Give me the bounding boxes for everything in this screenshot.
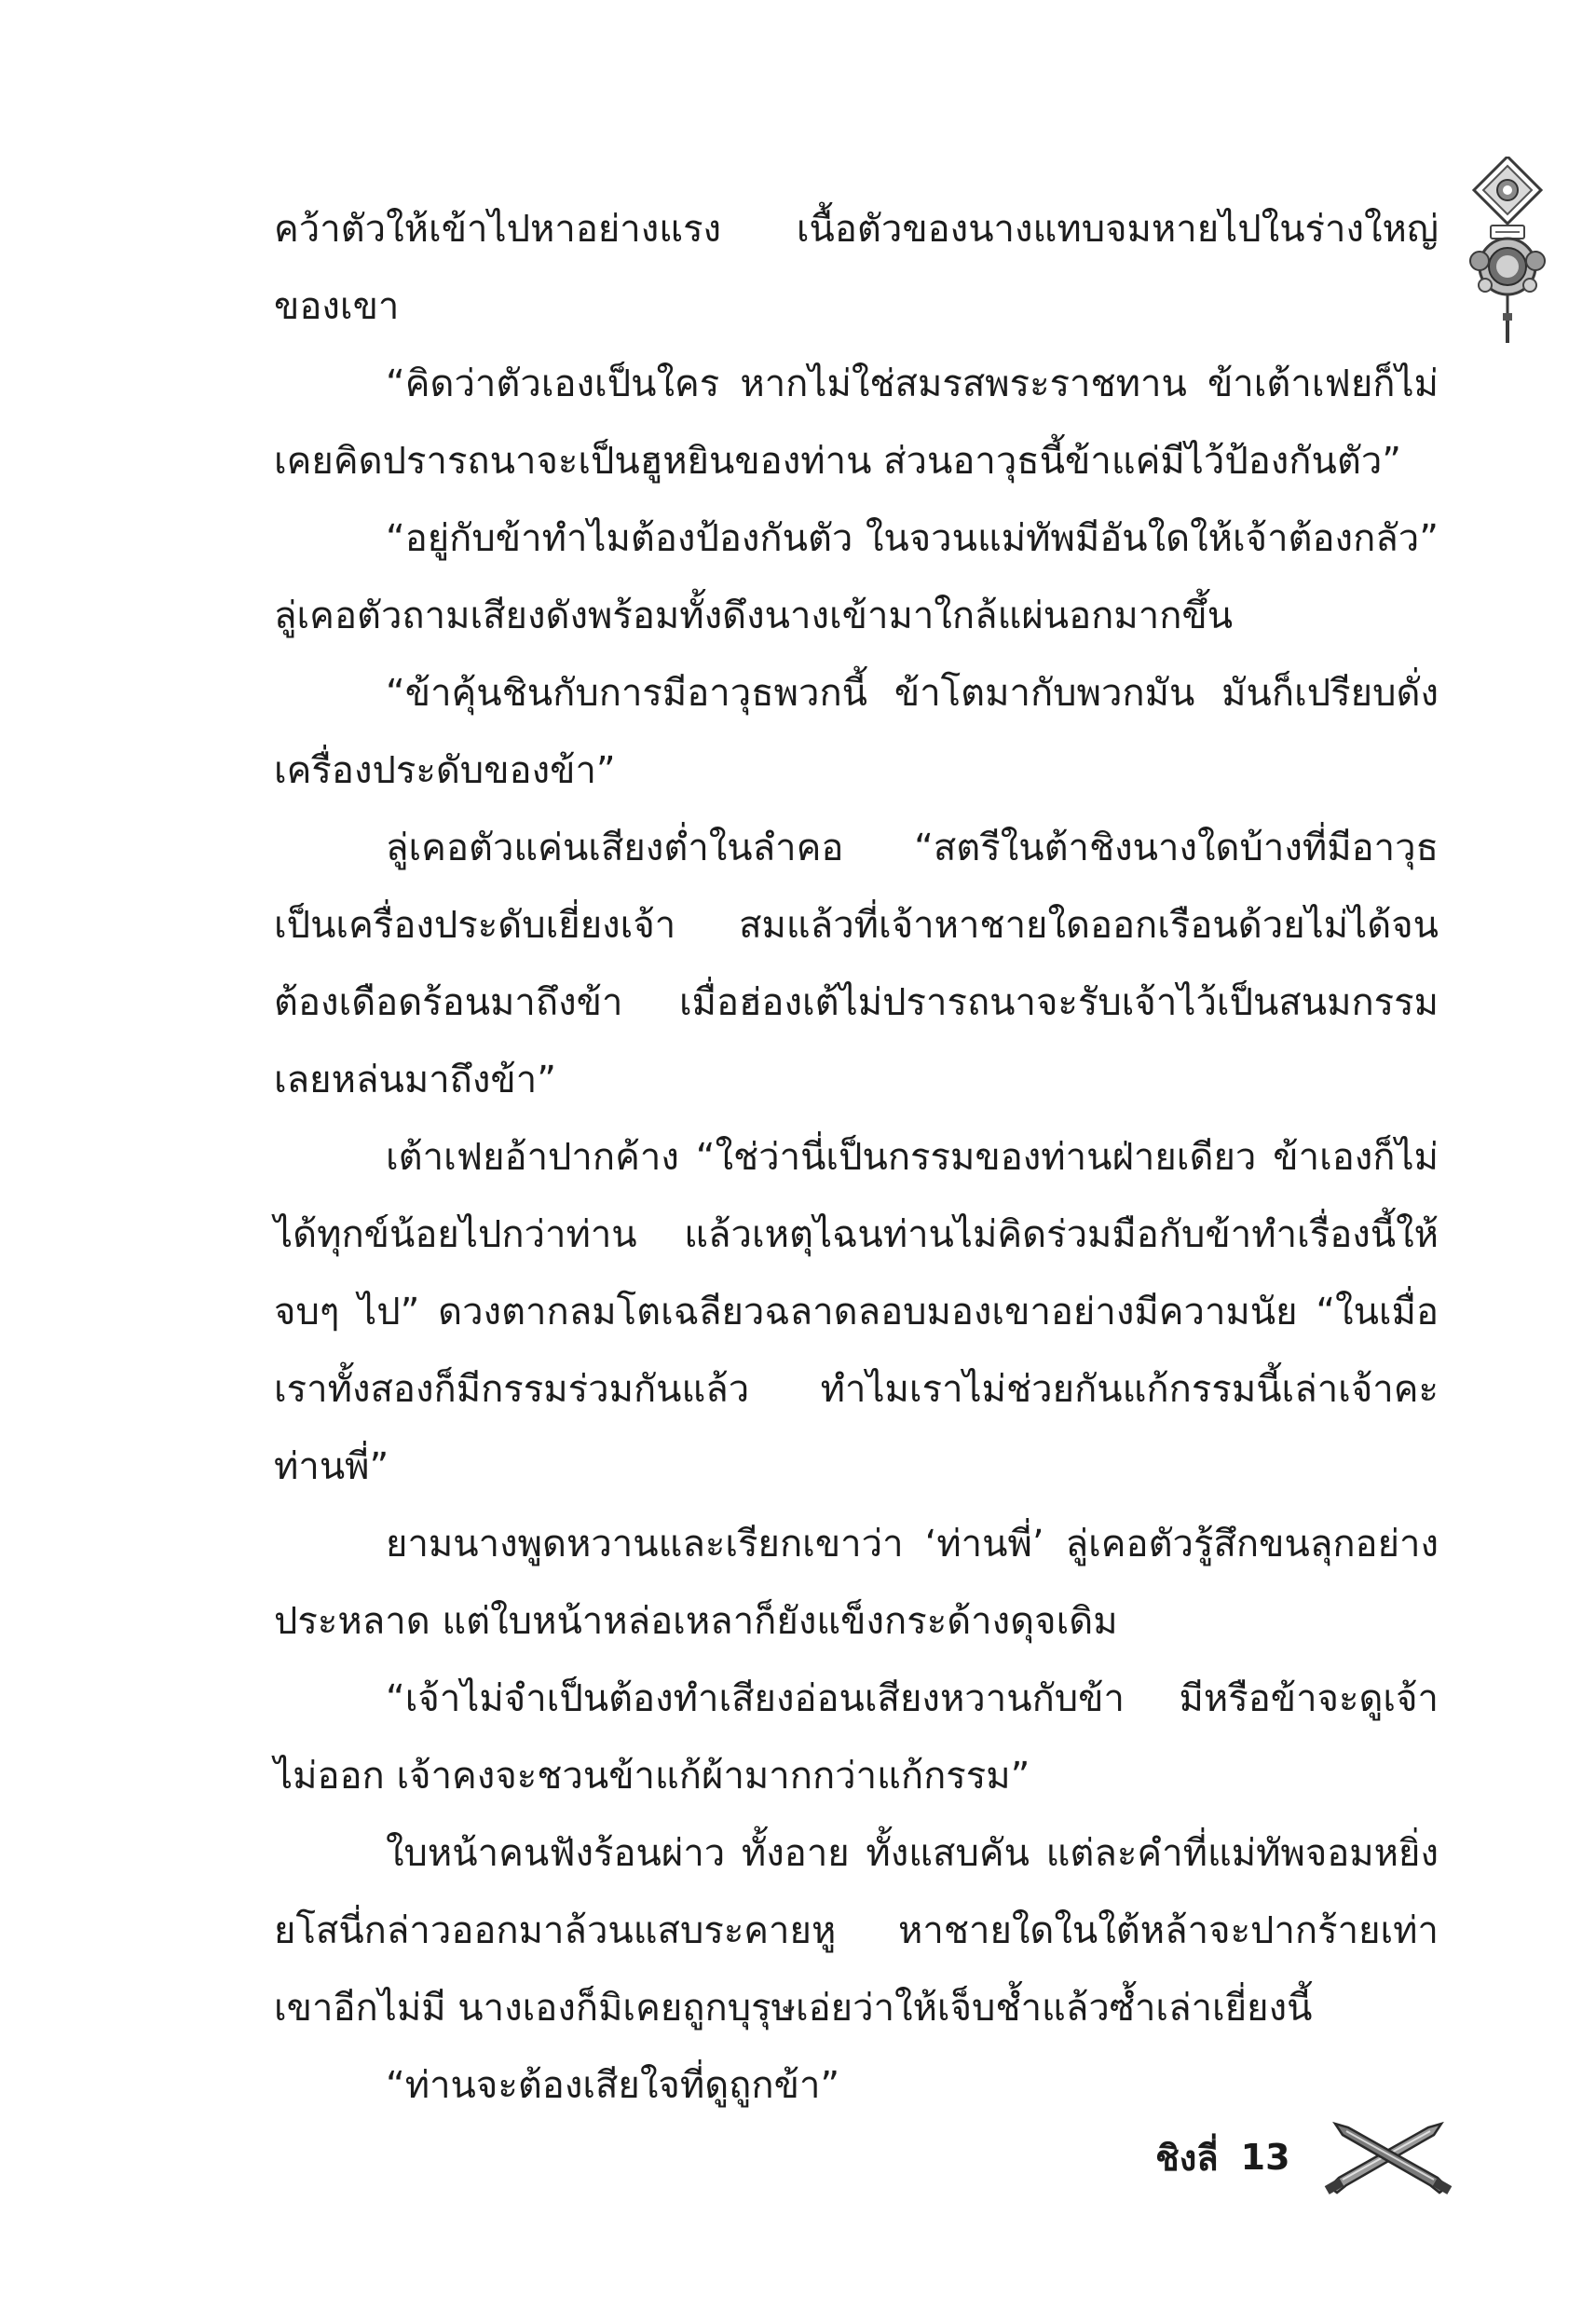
paragraph-2: “คิดว่าตัวเองเป็นใคร หากไม่ใช่สมรสพระราชทาน ข้าเต้าเฟยก็ไม่เคยคิดปรารถนาจะเป็นฮูหยินของท่าน ส่วนอาวุธนี้ข้าแค่มีไว้ป้องกันตัว” (274, 362, 1439, 483)
chapter-body-text (274, 191, 1439, 2125)
book-title: ชิงลี่ (1155, 2137, 1219, 2179)
paragraph-5: ลู่เคอตัวแค่นเสียงต่ำในลำคอ “สตรีในต้าชิงนางใดบ้างที่มีอาวุธเป็นเครื่องประดับเยี่ยงเจ้า สมแล้วที่เจ้าหาชายใดออกเรือนด้วยไม่ได้จนต้องเดือดร้อนมาถึงข้า เมื่อฮ่องเต้ไม่ปรารถนาจะรับเจ้าไว้เป็นสนมกรรมเลยหล่นมาถึงข้า” (274, 827, 1439, 1101)
paragraph-10: “ท่านจะต้องเสียใจที่ดูถูกข้า” (386, 2064, 840, 2107)
page-number: 13 (1240, 2137, 1290, 2178)
paragraph-4: “ข้าคุ้นชินกับการมีอาวุธพวกนี้ ข้าโตมากับพวกมัน มันก็เปรียบดั่งเครื่องประดับของข้า” (274, 672, 1439, 792)
paragraph-6: เต้าเฟยอ้าปากค้าง “ใช่ว่านี่เป็นกรรมของท่านฝ่ายเดียว ข้าเองก็ไม่ได้ทุกข์น้อยไปกว่าท่าน แล้วเหตุไฉนท่านไม่คิดร่วมมือกับข้าทำเรื่องนี้ให้จบๆ ไป” ดวงตากลมโตเฉลียวฉลาดลอบมองเขาอย่างมีความนัย “ในเมื่อเราทั้งสองก็มีกรรมร่วมกันแล้ว ทำไมเราไม่ช่วยกันแก้กรรมนี้เล่าเจ้าคะท่านพี่” (274, 1136, 1439, 1488)
page-footer (1155, 2120, 1458, 2195)
crossed-swords-icon (1318, 2120, 1458, 2195)
paragraph-7: ยามนางพูดหวานและเรียกเขาว่า ‘ท่านพี่’ ลู่เคอตัวรู้สึกขนลุกอย่างประหลาด แต่ใบหน้าหล่อเหลาก็ยังแข็งกระด้างดุจเดิม (274, 1523, 1439, 1643)
paragraph-9: ใบหน้าคนฟังร้อนผ่าว ทั้งอาย ทั้งแสบคัน แต่ละคำที่แม่ทัพจอมหยิ่งยโสนี่กล่าวออกมาล้วนแสบระคายหู หาชายใดในใต้หล้าจะปากร้ายเท่าเขาอีกไม่มี นางเองก็มิเคยถูกบุรุษเอ่ยว่าให้เจ็บช้ำแล้วซ้ำเล่าเยี่ยงนี้ (274, 1832, 1439, 2030)
paragraph-1: คว้าตัวให้เข้าไปหาอย่างแรง เนื้อตัวของนางแทบจมหายไปในร่างใหญ่ของเขา (274, 208, 1439, 328)
paragraph-3: “อยู่กับข้าทำไมต้องป้องกันตัว ในจวนแม่ทัพมีอันใดให้เจ้าต้องกลัว” ลู่เคอตัวถามเสียงดังพร้อมทั้งดึงนางเข้ามาใกล้แผ่นอกมากขึ้น (274, 517, 1439, 637)
chinese-knot-ornament-icon (1465, 157, 1550, 343)
paragraph-8: “เจ้าไม่จำเป็นต้องทำเสียงอ่อนเสียงหวานกับข้า มีหรือข้าจะดูเจ้าไม่ออก เจ้าคงจะชวนข้าแก้ผ้ามากกว่าแก้กรรม” (274, 1677, 1439, 1798)
